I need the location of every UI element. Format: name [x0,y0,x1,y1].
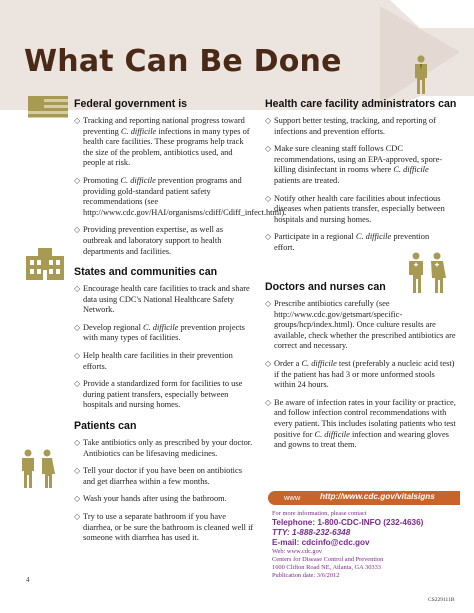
bullet-item: ◇ Prescribe antibiotics carefully (see http://www.cdc.gov/getsmart/specific-groups/hcp/index.html). Once culture results are available, check whether the prescribed antibiotics are correct and necessary. [265,299,456,351]
bullet-diamond-icon: ◇ [74,284,81,293]
document-code: CS229111B [428,597,455,603]
contact-web[interactable]: Web: www.cdc.gov [272,548,323,555]
bullet-item: ◇ Make sure cleaning staff follows CDC recommendations, using an EPA-approved, spore-killing disinfectant in rooms where C. difficile patients are treated. [265,144,443,185]
admins-list [265,116,451,261]
contact-intro: For more information, please contact [272,510,367,517]
patients-heading: Patients can [74,420,137,432]
state-building-icon [24,248,66,280]
bullet-diamond-icon: ◇ [74,494,81,504]
vitalsigns-link[interactable]: http://www.cdc.gov/vitalsigns [320,492,435,501]
bullet-diamond-icon: ◇ [265,116,272,125]
bullet-diamond-icon: ◇ [265,193,272,203]
administrator-person-icon [413,55,429,95]
contact-address: 1600 Clifton Road NE, Atlanta, GA 30333 [272,564,381,571]
admins-heading: Health care facility administrators can [265,98,457,110]
contact-pubdate: Publication date: 3/6/2012 [272,572,340,579]
contact-email[interactable]: E-mail: cdcinfo@cdc.gov [272,538,370,547]
bullet-diamond-icon: ◇ [265,232,272,242]
bullet-diamond-icon: ◇ [74,438,81,447]
contact-block [272,510,468,580]
vitalsigns-link-bar[interactable] [268,491,460,505]
bullet-item: ◇ Promoting C. difficile prevention programs and providing gold-standard patient safety recommendations (see http://www.cdc.gov/HAI/organisms/cdiff/Cdiff_infect.html). [74,175,287,217]
bullet-item: ◇ Providing prevention expertise, as well as outbreak and laboratory support to health departments and facilities. [74,225,224,256]
us-flag-icon [28,96,68,118]
bullet-diamond-icon: ◇ [74,175,81,185]
bullet-diamond-icon: ◇ [74,379,81,389]
bullet-diamond-icon: ◇ [74,225,81,235]
bullet-item: ◇ Provide a standardized form for facilities to use during patient transfers, especially between hospitals and nursing homes. [74,379,243,410]
bullet-diamond-icon: ◇ [265,397,272,407]
contact-telephone: Telephone: 1-800-CDC-INFO (232-4636) [272,518,424,527]
doctors-list [265,299,457,458]
bullet-item: ◇ Tell your doctor if you have been on antibiotics and get diarrhea within a few months. [74,466,242,486]
bullet-item: ◇ Wash your hands after using the bathroom. [74,494,227,504]
patients-list [74,438,254,551]
federal-heading: Federal government is [74,98,188,110]
bullet-diamond-icon: ◇ [74,322,81,332]
bullet-item: ◇ Take antibiotics only as prescribed by your doctor. Antibiotics can be lifesaving medicines. [74,438,253,458]
bullet-item: ◇ Encourage health care facilities to track and share data using CDC's National Healthcare Safety Network. [74,284,250,315]
bullet-diamond-icon: ◇ [74,466,81,476]
bullet-diamond-icon: ◇ [265,299,272,308]
bullet-item: ◇ Help health care facilities in their prevention efforts. [74,350,233,371]
bullet-item: ◇ Try to use a separate bathroom if you have diarrhea, or be sure the bathroom is cleaned well if someone with diarrhea has used it. [74,511,254,543]
patients-couple-icon [20,449,56,489]
page-title: What Can Be Done [24,44,342,79]
bullet-item: ◇ Be aware of infection rates in your facility or practice, and follow infection control recommendations with every patient. This includes isolating patients who test positive for C. difficile infection and wearing gloves and gowns to treat them. [265,397,456,450]
bullet-diamond-icon: ◇ [265,144,272,154]
bullet-item: ◇ Tracking and reporting national progress toward preventing C. difficile infections in many types of health care facilities. These programs help track the size of the problem, antibiotics used, and people at risk. [74,116,250,168]
contact-org: Centers for Disease Control and Prevention [272,556,384,563]
www-label: www [284,493,301,502]
bullet-item: ◇ Notify other health care facilities about infectious diseases when patients transfer, especially between hospitals and nursing homes. [265,193,445,224]
states-heading: States and communities can [74,266,218,278]
bullet-item: ◇ Order a C. difficile test (preferably a nucleic acid test) if the patient has had 3 or more unformed stools within 24 hours. [265,358,455,390]
states-list [74,284,254,418]
page-number: 4 [26,576,30,584]
bullet-item: ◇ Support better testing, tracking, and reporting of infections and prevention efforts. [265,116,436,136]
bullet-item: ◇ Develop regional C. difficile prevention projects with many types of facilities. [74,322,245,343]
bullet-diamond-icon: ◇ [265,358,272,368]
contact-tty: TTY: 1-888-232-6348 [272,528,351,537]
bullet-item: ◇ Participate in a regional C. difficile prevention effort. [265,232,430,252]
doctors-heading: Doctors and nurses can [265,281,386,293]
bullet-diamond-icon: ◇ [74,350,81,360]
bullet-diamond-icon: ◇ [74,116,81,125]
federal-list [74,116,287,264]
bullet-diamond-icon: ◇ [74,511,81,521]
